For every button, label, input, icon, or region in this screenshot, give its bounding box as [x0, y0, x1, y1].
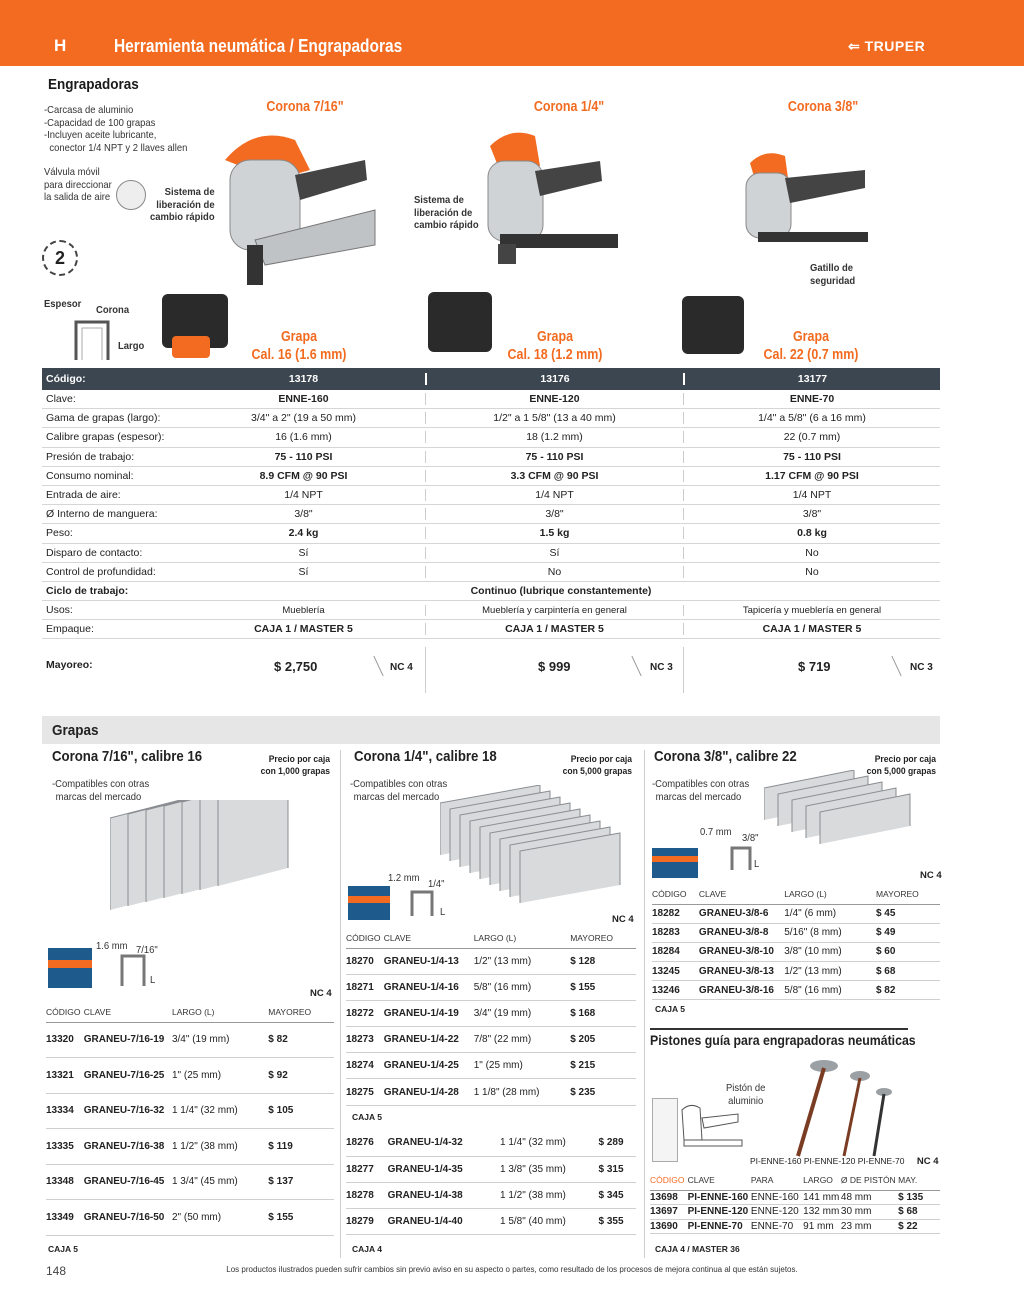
spec-header-row: Código: 13178 13176 13177 — [42, 368, 940, 390]
table-row: 18284 GRANEU-3/8-10 3/8" (10 mm) $ 60 — [652, 942, 940, 961]
group-3-price-note: Precio por caja con 5,000 grapas — [866, 754, 936, 777]
page-number: 148 — [46, 1264, 67, 1278]
stapler-outline-image — [676, 1100, 746, 1160]
staple-diagram — [72, 316, 116, 362]
table-row: 18272 GRANEU-1/4-19 3/4" (19 mm) $ 168 — [346, 1000, 636, 1026]
table-row: 13697 PI-ENNE-120 ENNE-120 132 mm 30 mm $ 68 — [650, 1205, 940, 1220]
model-1-staple: Grapa Cal. 16 (1.6 mm) — [251, 329, 347, 363]
model-1-corona: Corona 7/16" — [266, 99, 344, 115]
section-letter: H — [54, 36, 67, 55]
staples-1-4-image — [440, 785, 640, 910]
release-note-2: Sistema de liberación de cambio rápido — [414, 194, 479, 231]
group-2-title: Corona 1/4", calibre 18 — [354, 748, 497, 765]
staples-table-1-4-b — [346, 1130, 636, 1235]
trigger-note: Gatillo de seguridad — [810, 262, 856, 287]
table-row: 13321 GRANEU-7/16-25 1" (25 mm) $ 92 — [46, 1058, 334, 1094]
model-2-staple: Grapa Cal. 18 (1.2 mm) — [507, 329, 603, 363]
group-1-compat: -Compatibles con otras marcas del mercado — [52, 778, 150, 803]
model-3-staple: Grapa Cal. 22 (0.7 mm) — [763, 329, 859, 363]
case-image-3 — [682, 296, 744, 354]
table-row: 18271 GRANEU-1/4-16 5/8" (16 mm) $ 155 — [346, 974, 636, 1000]
group-1-title: Corona 7/16", calibre 16 — [52, 748, 203, 765]
stapler-13177-image — [740, 148, 880, 268]
table-row: 18283 GRANEU-3/8-8 5/16" (8 mm) $ 49 — [652, 923, 940, 942]
table-row: 18282 GRANEU-3/8-6 1/4" (6 mm) $ 45 — [652, 904, 940, 923]
spec-row: Clave: ENNE-160 ENNE-120 ENNE-70 — [42, 390, 940, 409]
pistones-title: Pistones guía para engrapadoras neumáticas — [650, 1032, 916, 1048]
staples-7-16-image — [110, 800, 340, 950]
dim-thickness: Espesor — [44, 298, 82, 310]
section-title-engrapadoras: Engrapadoras — [48, 76, 139, 93]
model-3-corona: Corona 3/8" — [787, 99, 859, 115]
feature-list: -Carcasa de aluminio -Capacidad de 100 grapas -Incluyen aceite lubricante, conector 1/4 NPT y 2 llaves allen — [44, 104, 188, 154]
case-image-2 — [428, 292, 492, 352]
spec-row: Peso: 2.4 kg 1.5 kg 0.8 kg — [42, 524, 940, 543]
group-2-compat: -Compatibles con otras marcas del mercado — [350, 778, 448, 803]
release-note-1: Sistema de liberación de cambio rápido — [150, 186, 215, 223]
disclaimer: Los productos ilustrados pueden sufrir cambios sin previo aviso en su aspecto o partes, como resultado de los procesos de mejora continua al que están sujetos. — [226, 1265, 798, 1274]
group-3-title: Corona 3/8", calibre 22 — [654, 748, 797, 765]
staples-table-1-4: CÓDIGO CLAVE LARGO (L) MAYOREO 18270 GRANEU-1/4-13 1/2" (13 mm) $ 128 18271 GRANEU-1/4-16 5/8" (16 mm) $ 155 18272 GRANEU-1/4-19 3/4" (19 mm) $ 168 18273 GRANEU-1/4-22 7/8" (22 mm) $ 205 18274 GRANEU-1/4-25 1" (25 mm) $ 215 18275 GRANEU-1/4-28 1 1/8" (28 mm) $ 235 — [346, 928, 636, 1106]
dim-length: Largo — [118, 340, 145, 352]
group-2-price-note: Precio por caja con 5,000 grapas — [562, 754, 632, 777]
table-row: 13245 GRANEU-3/8-13 1/2" (13 mm) $ 68 — [652, 962, 940, 981]
brand-logo: ⇐ TRUPER — [848, 38, 926, 54]
page-header — [0, 0, 1024, 66]
piston-labels: PI-ENNE-160 PI-ENNE-120 PI-ENNE-70 NC 4 — [750, 1156, 939, 1167]
mayoreo-row: Mayoreo: $ 2,750 NC 4 $ 999 NC 3 $ 719 NC 3 — [42, 647, 940, 693]
staple-box-3 — [652, 848, 698, 878]
table-row: 13348 GRANEU-7/16-45 1 3/4" (45 mm) $ 137 — [46, 1164, 334, 1200]
spec-table — [42, 368, 940, 639]
table-row: 18277 GRANEU-1/4-35 1 3/8" (35 mm) $ 315 — [346, 1156, 636, 1182]
spec-row: Gama de grapas (largo): 3/4" a 2" (19 a 50 mm) 1/2" a 1 5/8" (13 a 40 mm) 1/4" a 5/8" (6 a 16 mm) — [42, 409, 940, 428]
spec-row-empaque: Empaque: CAJA 1 / MASTER 5 CAJA 1 / MASTER 5 CAJA 1 / MASTER 5 — [42, 620, 940, 639]
price-13177: $ 719 — [798, 659, 831, 674]
dim-crown: Corona — [96, 304, 130, 316]
group-1-price-note: Precio por caja con 1,000 grapas — [260, 754, 330, 777]
table-row: 13698 PI-ENNE-160 ENNE-160 141 mm 48 mm $ 135 — [650, 1190, 940, 1205]
spec-row: Presión de trabajo: 75 - 110 PSI 75 - 110 PSI 75 - 110 PSI — [42, 448, 940, 467]
table-row: 13349 GRANEU-7/16-50 2" (50 mm) $ 155 — [46, 1200, 334, 1236]
piston-note: Pistón de aluminio — [726, 1082, 766, 1107]
spec-row: Consumo nominal: 8.9 CFM @ 90 PSI 3.3 CFM @ 90 PSI 1.17 CFM @ 90 PSI — [42, 467, 940, 486]
warranty-seal: 2 — [42, 240, 78, 276]
table-row: 18275 GRANEU-1/4-28 1 1/8" (28 mm) $ 235 — [346, 1079, 636, 1105]
table-row: 13320 GRANEU-7/16-19 3/4" (19 mm) $ 82 — [46, 1022, 334, 1058]
table-row: 18274 GRANEU-1/4-25 1" (25 mm) $ 215 — [346, 1053, 636, 1079]
staples-3-8-image — [764, 770, 914, 865]
table-row: 18276 GRANEU-1/4-32 1 1/4" (32 mm) $ 289 — [346, 1130, 636, 1156]
spec-row-usos: Usos: Mueblería Mueblería y carpintería en general Tapicería y mueblería en general — [42, 601, 940, 620]
model-2-corona: Corona 1/4" — [533, 99, 605, 115]
spec-row: Entrada de aire: 1/4 NPT 1/4 NPT 1/4 NPT — [42, 486, 940, 505]
group-3-compat: -Compatibles con otras marcas del mercado — [652, 778, 750, 803]
spec-row: Control de profundidad: Sí No No — [42, 563, 940, 582]
valve-note: Válvula móvil para direccionar la salida de aire — [44, 166, 112, 203]
page-title: Herramienta neumática / Engrapadoras — [114, 36, 403, 56]
spec-row: Disparo de contacto: Sí Sí No — [42, 544, 940, 563]
table-row: 13690 PI-ENNE-70 ENNE-70 91 mm 23 mm $ 22 — [650, 1219, 940, 1234]
table-row: 13246 GRANEU-3/8-16 5/8" (16 mm) $ 82 — [652, 981, 940, 1000]
staple-box-1 — [48, 948, 92, 988]
price-13176: $ 999 — [538, 659, 571, 674]
table-row: 13335 GRANEU-7/16-38 1 1/2" (38 mm) $ 119 — [46, 1129, 334, 1165]
spec-row: Ø Interno de manguera: 3/8" 3/8" 3/8" — [42, 505, 940, 524]
spec-row: Calibre grapas (espesor): 16 (1.6 mm) 18 (1.2 mm) 22 (0.7 mm) — [42, 428, 940, 447]
staples-table-7-16: CÓDIGO CLAVE LARGO (L) MAYOREO 13320 GRANEU-7/16-19 3/4" (19 mm) $ 82 13321 GRANEU-7/16-25 1" (25 mm) $ 92 13334 GRANEU-7/16-32 1 1/4" (32 mm) $ 105 13335 GRANEU-7/16-38 1 1/2" (38 mm) $ 119 13348 GRANEU-7/16-45 1 3/4" (45 mm) $ 137 13349 GRANEU-7/16-50 2" (50 mm) $ 155 — [46, 1002, 334, 1236]
staple-box-2 — [348, 886, 390, 920]
valve-icon — [116, 180, 146, 210]
price-13178: $ 2,750 — [274, 659, 318, 674]
table-row: 18270 GRANEU-1/4-13 1/2" (13 mm) $ 128 — [346, 948, 636, 974]
pistons-image — [776, 1058, 906, 1158]
grapas-bar: Grapas — [42, 716, 940, 744]
spec-row-ciclo: Ciclo de trabajo: Continuo (lubrique constantemente) — [42, 582, 940, 601]
piston-pack-image — [652, 1098, 678, 1162]
stapler-13176-image — [480, 126, 630, 276]
table-row: 18278 GRANEU-1/4-38 1 1/2" (38 mm) $ 345 — [346, 1182, 636, 1208]
table-row: 13334 GRANEU-7/16-32 1 1/4" (32 mm) $ 105 — [46, 1093, 334, 1129]
staples-table-3-8: CÓDIGO CLAVE LARGO (L) MAYOREO 18282 GRANEU-3/8-6 1/4" (6 mm) $ 45 18283 GRANEU-3/8-8 5/16" (8 mm) $ 49 18284 GRANEU-3/8-10 3/8" (10 mm) $ 60 13245 GRANEU-3/8-13 1/2" (13 mm) $ 68 13246 GRANEU-3/8-16 5/8" (16 mm) $ 82 — [652, 884, 940, 1000]
table-row: 18279 GRANEU-1/4-40 1 5/8" (40 mm) $ 355 — [346, 1209, 636, 1235]
case-tool-1 — [172, 336, 210, 358]
pistones-table: CÓDIGO CLAVE PARA LARGO Ø DE PISTÓN MAY. 13698 PI-ENNE-160 ENNE-160 141 mm 48 mm $ 135 13697 PI-ENNE-120 ENNE-120 132 mm 30 mm $ 68 13690 PI-ENNE-70 ENNE-70 91 mm 23 mm $ 22 — [650, 1170, 940, 1234]
stapler-13178-image — [215, 120, 385, 290]
table-row: 18273 GRANEU-1/4-22 7/8" (22 mm) $ 205 — [346, 1027, 636, 1053]
